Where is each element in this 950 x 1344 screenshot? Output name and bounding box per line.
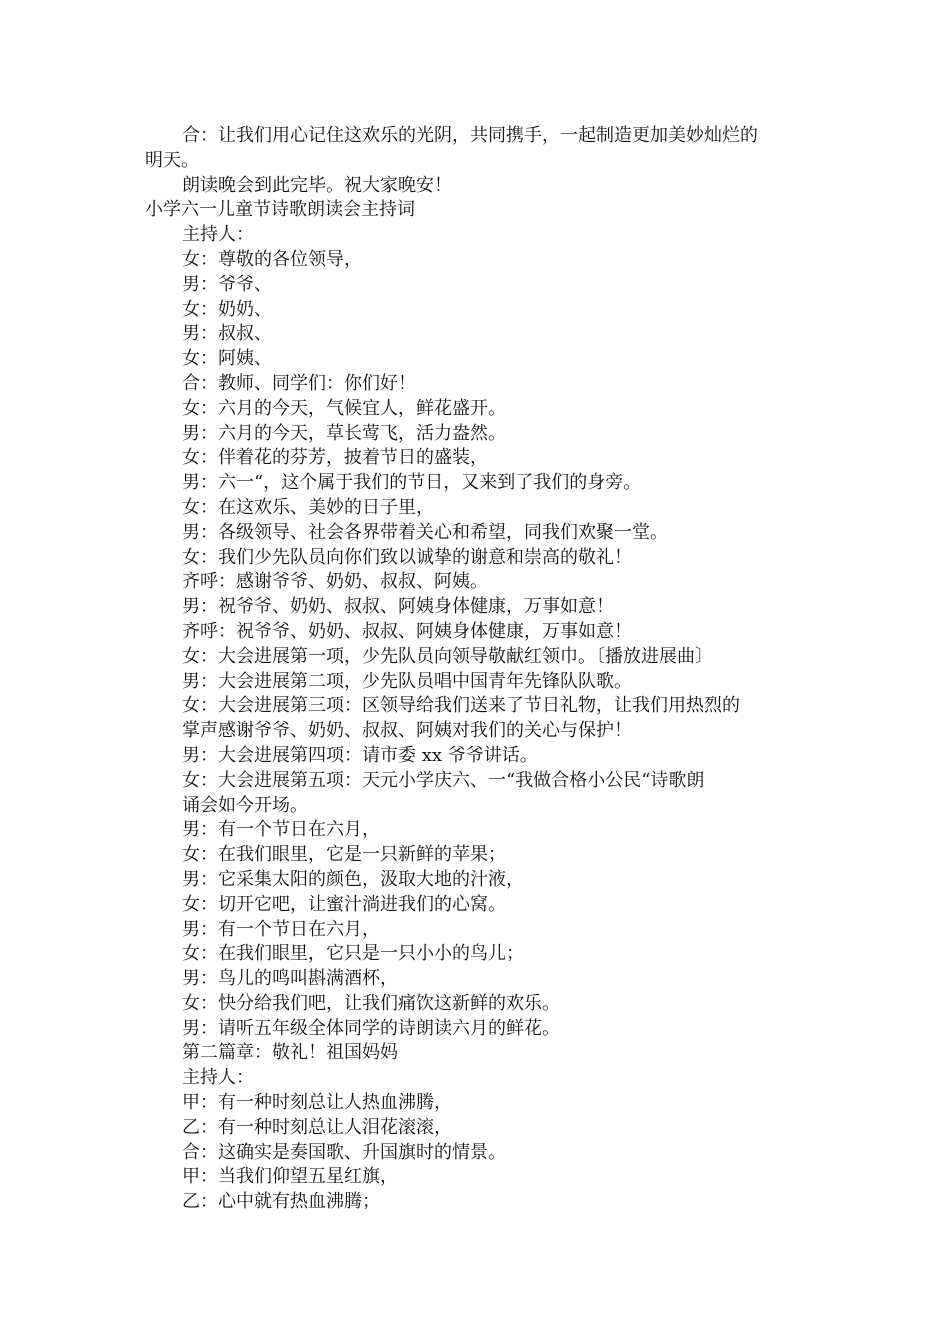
text-line: 主持人： <box>182 224 254 246</box>
text-line: 男：有一个节日在六月， <box>182 918 380 940</box>
text-line: 女：在我们眼里，它是一只新鲜的苹果； <box>182 844 506 866</box>
text-line: 女：大会进展第三项：区领导给我们送来了节日礼物，让我们用热烈的 <box>182 695 740 717</box>
text-line: 女：大会进展第五项：天元小学庆六、一“我做合格小公民“诗歌朗 <box>182 769 705 791</box>
text-line: 合：教师、同学们：你们好！ <box>182 372 416 394</box>
text-line: 诵会如今开场。 <box>182 794 308 816</box>
text-line: 男：请听五年级全体同学的诗朗读六月的鲜花。 <box>182 1017 560 1039</box>
text-line: 男：祝爷爷、奶奶、叔叔、阿姨身体健康，万事如意！ <box>182 596 614 618</box>
text-line: 合：这确实是奏国歌、升国旗时的情景。 <box>182 1141 506 1163</box>
text-line: 齐呼：祝爷爷、奶奶、叔叔、阿姨身体健康，万事如意！ <box>182 620 632 642</box>
text-line: 女：伴着花的芬芳，披着节日的盛装， <box>182 447 488 469</box>
text-line: 合：让我们用心记住这欢乐的光阴，共同携手，一起制造更加美妙灿烂的 <box>182 125 758 146</box>
text-line: 主持人： <box>182 1067 254 1089</box>
text-line: 男：六月的今天，草长莺飞，活力盎然。 <box>182 422 506 444</box>
text-line: 女：快分给我们吧，让我们痛饮这新鲜的欢乐。 <box>182 992 560 1014</box>
text-line: 女：六月的今天，气候宜人，鲜花盛开。 <box>182 397 506 419</box>
text-line: 小学六一儿童节诗歌朗读会主持词 <box>145 199 415 221</box>
text-line: 女：奶奶、 <box>182 298 272 320</box>
text-line: 女：在我们眼里，它只是一只小小的鸟儿； <box>182 943 524 965</box>
text-line: 女：尊敬的各位领导， <box>182 248 362 270</box>
text-line: 男：爷爷、 <box>182 273 272 295</box>
text-line: 乙：有一种时刻总让人泪花滚滚， <box>182 1116 452 1138</box>
text-line: 男：大会进展第四项：请市委 xx 爷爷讲话。 <box>182 744 538 766</box>
text-line: 男：有一个节日在六月， <box>182 819 380 841</box>
text-line: 甲：有一种时刻总让人热血沸腾， <box>182 1092 452 1114</box>
document-body <box>145 124 805 1215</box>
text-line: 第二篇章：敬礼！祖国妈妈 <box>182 1042 398 1064</box>
text-line: 齐呼：感谢爷爷、奶奶、叔叔、阿姨。 <box>182 571 488 593</box>
text-line: 男：叔叔、 <box>182 323 272 345</box>
text-line: 女：我们少先队员向你们致以诚挚的谢意和崇高的敬礼！ <box>182 546 632 568</box>
text-line: 男：各级领导、社会各界带着关心和希望，同我们欢聚一堂。 <box>182 521 668 543</box>
text-line: 甲：当我们仰望五星红旗， <box>182 1166 398 1188</box>
text-line: 男：鸟儿的鸣叫斟满酒杯， <box>182 968 398 990</box>
text-line: 男：六一“，这个属于我们的节日，又来到了我们的身旁。 <box>182 472 642 494</box>
text-line: 女：在这欢乐、美妙的日子里， <box>182 496 434 518</box>
text-line: 女：切开它吧，让蜜汁淌进我们的心窝。 <box>182 893 506 915</box>
text-line: 朗读晚会到此完毕。祝大家晚安！ <box>182 174 452 196</box>
text-line: 女：大会进展第一项，少先队员向领导敬献红领巾。〔播放进展曲〕 <box>182 645 713 667</box>
text-line: 掌声感谢爷爷、奶奶、叔叔、阿姨对我们的关心与保护！ <box>182 720 632 742</box>
text-line: 乙：心中就有热血沸腾； <box>182 1191 380 1213</box>
text-line: 男：它采集太阳的颜色，汲取大地的汁液， <box>182 868 524 890</box>
text-line: 男：大会进展第二项，少先队员唱中国青年先锋队队歌。 <box>182 670 632 692</box>
text-line: 女：阿姨、 <box>182 348 272 370</box>
text-line: 明天。 <box>145 149 199 171</box>
